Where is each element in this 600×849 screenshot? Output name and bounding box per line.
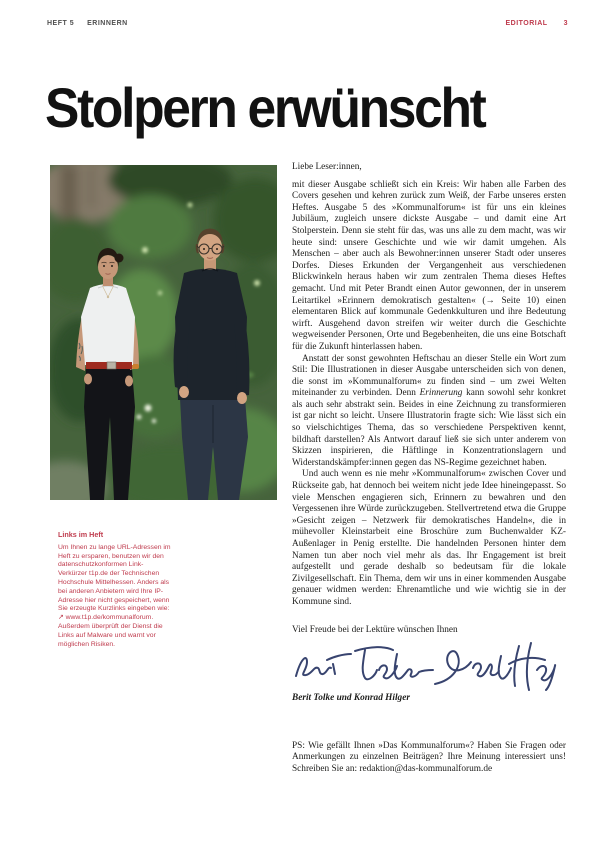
photo-caption [58,531,172,649]
page-title: Stolpern erwünscht [45,76,485,139]
page-number: 3 [563,20,568,27]
signature-names: Berit Tolke und Konrad Hilger [292,693,410,704]
paragraph-2-end: kann sowohl sehr konkret als auch sehr abstrakt sein. Beides in eine Zeichnung zu transformieren ist gar nicht so leicht. Unsere Illustratorin fragte sich: Wie lässt sich ein so vielschichtiges Thema, das so verschiedene Perspektiven kennt, bildhaft darstellen? Als Antwort darauf ließ sie sich unter anderem von Skizzen inspirieren, die Häftlinge in Konzentrationslagern und Widerstandskämpfer:innen gegen das NS-Regime gezeichnet haben. [292,388,566,468]
issue-label: HEFT 5 [47,20,75,27]
paragraph-1: mit dieser Ausgabe schließt sich ein Kreis: Wir haben alle Farben des Covers gesehen und kehren zurück zum Weiß, der Farbe unseres ersten Heftes. Ausgabe 5 des »Kommunalforum« ist für uns ein kleines Jubiläum, zugleich unsere dickste Ausgabe – und damit eine Art Stolperstein. Denn sie steht für das, was uns alle zu dem macht, was wir heute sind: unsere Geschichte und wie wir damit umgehen. Als Menschen – aber auch als Bewohner:innen unserer Stadt oder unseres Dorfes. Dieses Erkunden der Vergangenheit aus verschiedenen Blickwinkeln heraus haben wir zum zentralen Thema dieses Heftes gemacht. Und mit Peter Brandt einen Autor gewonnen, der in unserem Leitartikel »Erinnern demokratisch gestalten« (→ Seite 10) einen elementaren Blick auf kommunale Gedenkkulturen und ihre Bedeutung wirft. Ausgehend davon streifen wir weiter durch die Geschichte wegweisender Personen, Orte und Begebenheiten, die uns eine Botschaft für die Zukunft hinterlassen haben. [292,179,566,352]
theme-label: ERINNERN [87,20,128,27]
editors-photo-illustration [50,165,277,500]
closing-line: Viel Freude bei der Lektüre wünschen Ihnen [292,624,458,635]
paragraph-3: Und auch wenn es nie mehr »Kommunalforum« zwischen Cover und Rückseite gab, hat dennoch bei weitem nicht jede Idee hineingepasst. So viele Menschen engagieren sich, Erinnern zu bewahren und den Vergessenen ihre Würde zurückzugeben. Stellvertretend etwa die Gruppe »Gesicht zeigen – Netzwerk für demokratisches Handeln«, die in mühevoller Kleinstarbeit eine Broschüre zum Buchenwalder KZ-Außenlager in Penig erstellte. Die handelnden Personen hinter dem Namen tun aber noch viel mehr als das. Ihr Engagement ist breit aufgestellt und gerade deshalb so bedeutsam für die lokale Zivilgesellschaft. Ein Thema, dem wir uns in einer kommenden Ausgabe genauer widmen werden: Ehrenamtliche und wie wichtig sie in der Kommune sind. [292,469,566,607]
signature-konrad-hilger [435,643,555,690]
header-right [505,20,568,27]
signature-berit-tolke [296,647,433,679]
editors-photo [50,165,277,500]
caption-text: Um Ihnen zu lange URL-Adressen im Heft zu ersparen, benutzen wir den datenschutzkonformen Link-Verkürzer t1p.de der Technischen Hochschule Mittelhessen. Anders als bei anderen Anbietern wird Ihre IP-Adresse hier nicht gespeichert, wenn Sie erzeugte Kurzlinks eingeben wie: ↗ www.t1p.de/kommunalforum. Außerdem überprüft der Dienst die Links auf Malware und warnt vor möglichen Risiken. [58,543,171,648]
paragraph-2-start: Anstatt der sonst gewohnten Heftschau an dieser Stelle ein Wort zum Stil: Die Illustrationen in dieser Ausgabe unterscheiden sich von denen, die sonst im »Kommunalforum« zu finden sind – um zwei Welten miteinander zu verbinden. Denn [292,353,566,399]
header-left [47,20,128,27]
handwritten-signatures [292,640,564,692]
signatures [292,640,566,692]
paragraph-2 [292,354,566,470]
salutation: Liebe Leser:innen, [292,162,362,172]
caption-title: Links im Heft [58,530,104,539]
ps-paragraph: PS: Wie gefällt Ihnen »Das Kommunalforum«? Haben Sie Fragen oder Anmerkungen zu einzelnen Beiträgen? Ihre Meinung interessiert uns! Schreiben Sie an: redaktion@das-kommunalforum.de [292,740,566,774]
section-label: EDITORIAL [505,20,548,27]
letter-column [292,162,566,776]
header [47,20,568,27]
paragraph-2-italic-word: Erinnerung [419,388,463,399]
